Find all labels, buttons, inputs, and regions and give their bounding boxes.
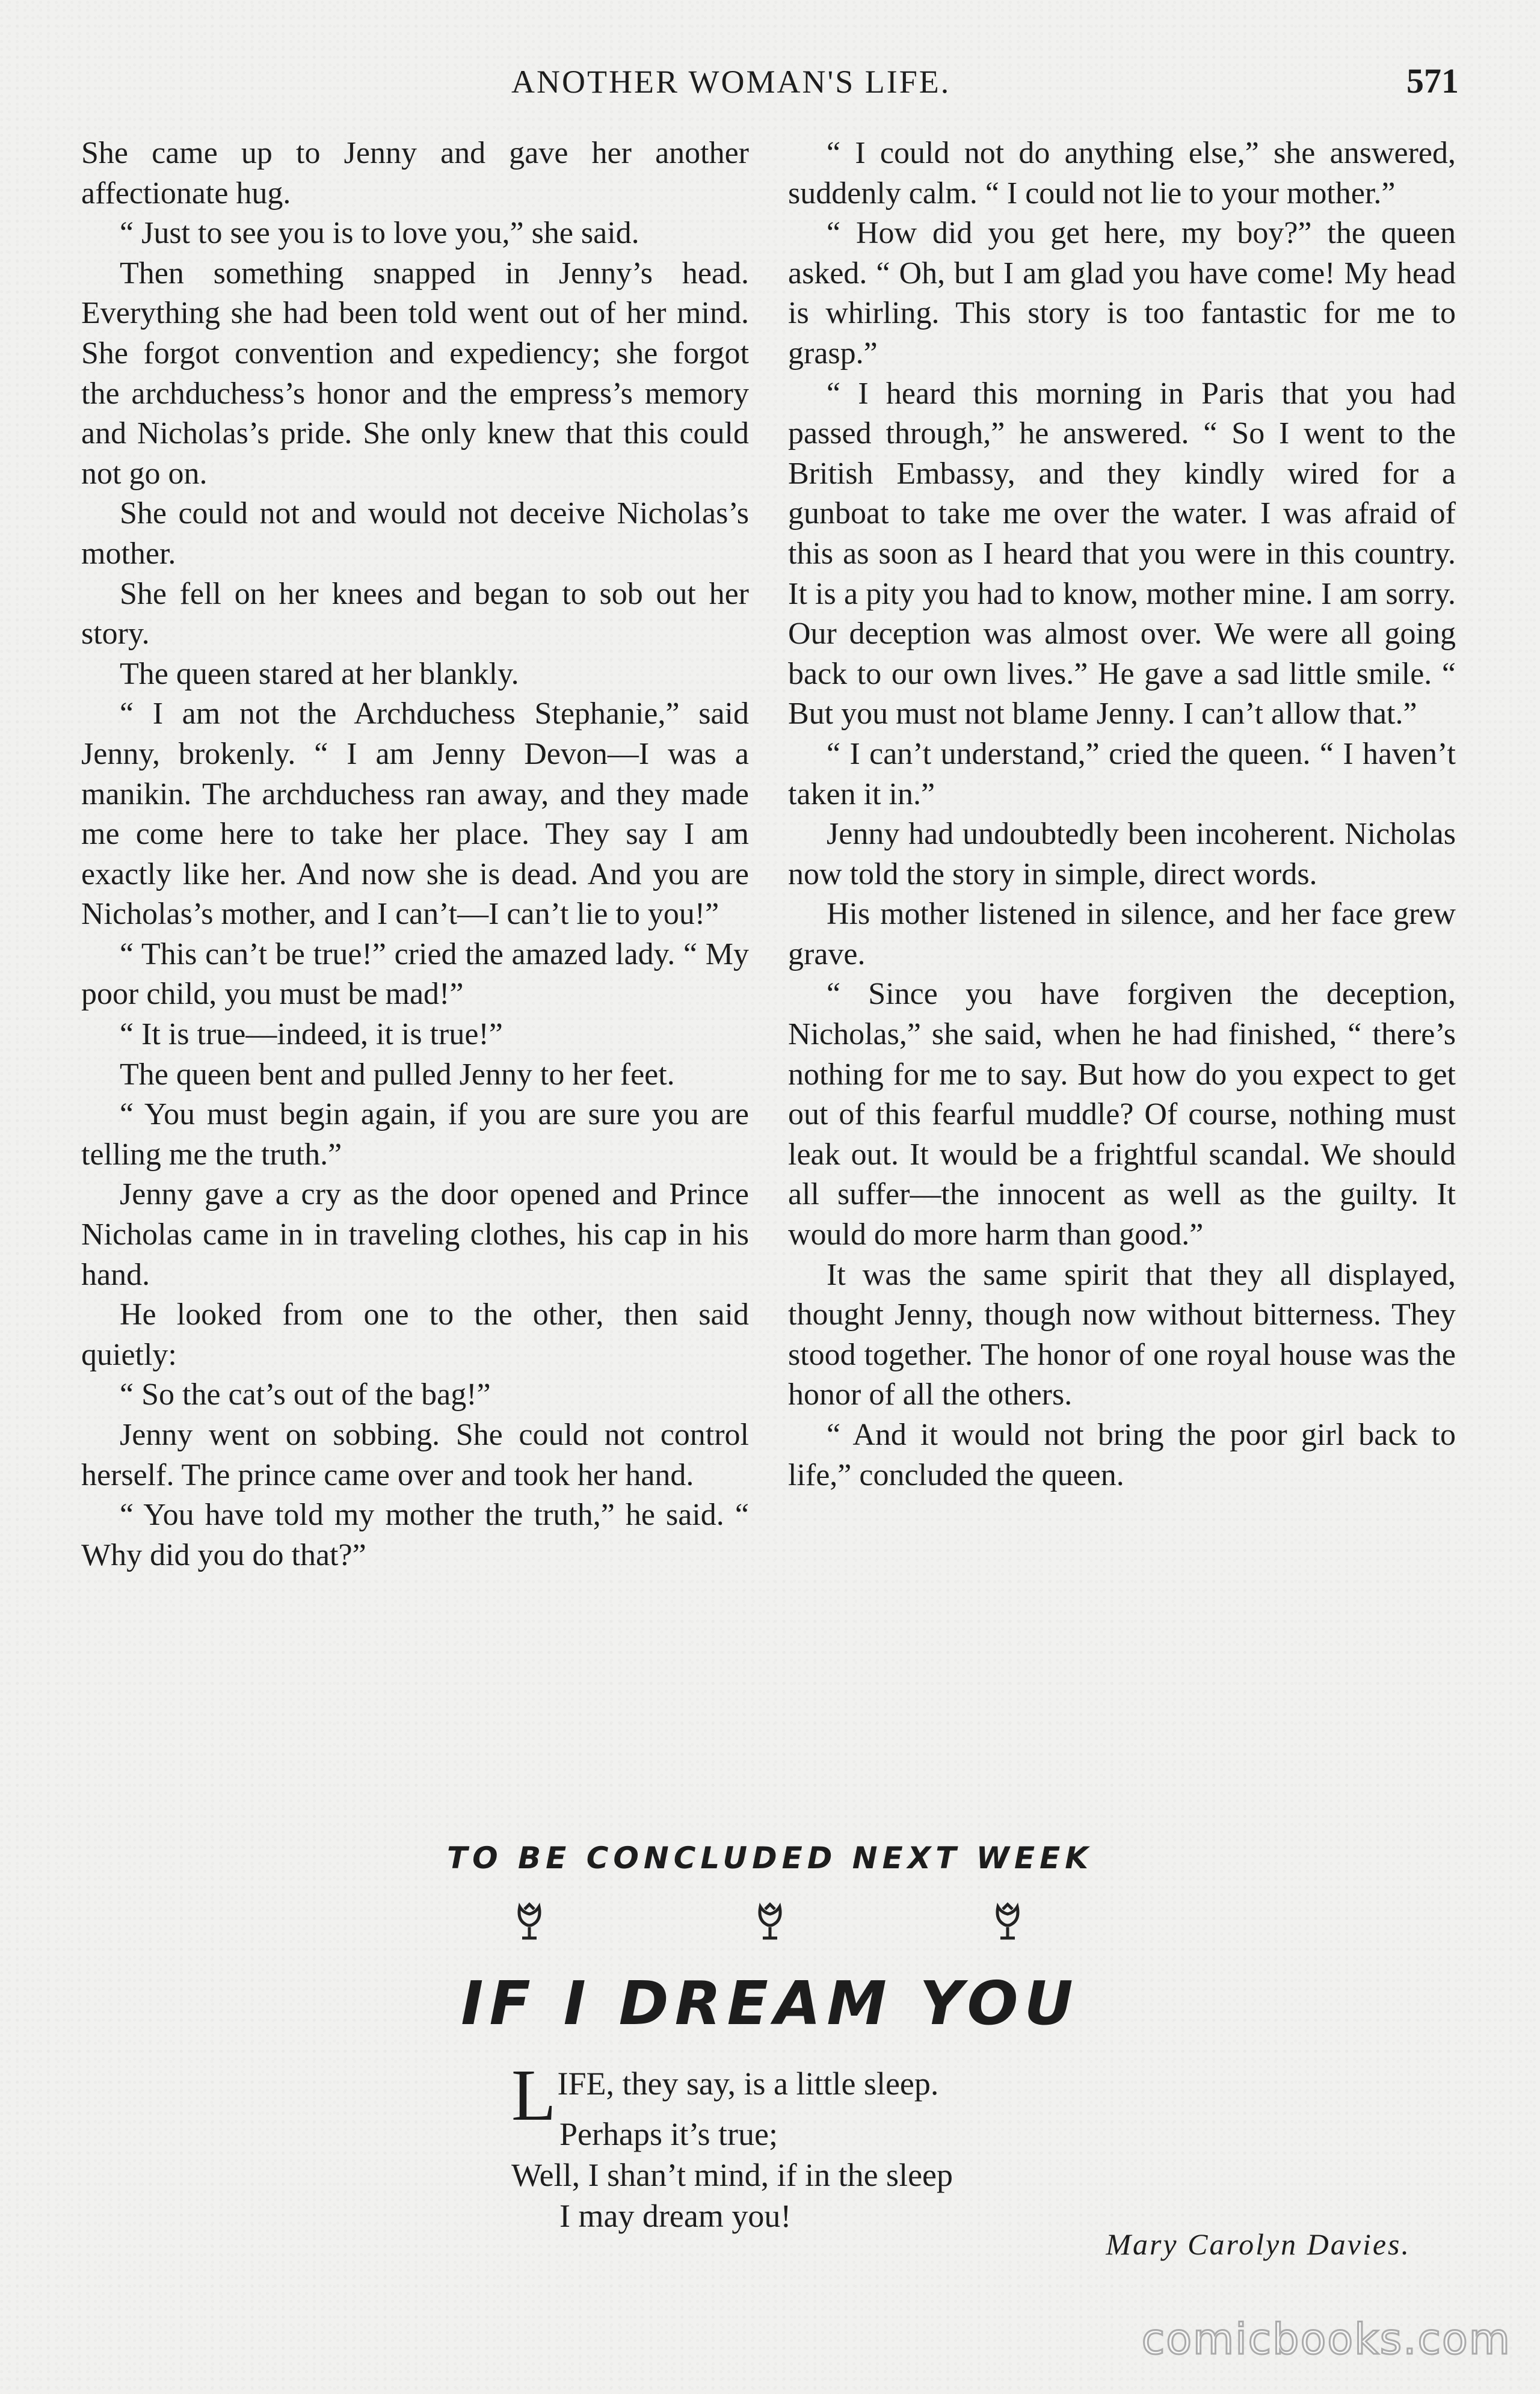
paragraph: “ And it would not bring the poor girl back to life,” concluded the queen.: [788, 1418, 1456, 1492]
paragraph: Jenny had undoubtedly been incoherent. Nicholas now told the story in simple, direct words.: [788, 817, 1456, 891]
poem-line-text: IFE, they say, is a little sleep.: [557, 2066, 939, 2102]
paragraph: “ This can’t be true!” cried the amazed lady. “ My poor child, you must be mad!”: [81, 937, 749, 1012]
running-title: ANOTHER WOMAN'S LIFE.: [511, 64, 951, 100]
tulip-ornament-icon: [511, 1901, 547, 1943]
paragraph: “ You have told my mother the truth,” he said. “ Why did you do that?”: [81, 1498, 749, 1572]
poem-line: Well, I shan’t mind, if in the sleep: [511, 2157, 953, 2193]
paragraph: “ I can’t understand,” cried the queen. “ I haven’t taken it in.”: [788, 736, 1456, 811]
paragraph: “ How did you get here, my boy?” the queen asked. “ Oh, but I am glad you have come! My head is whirling. This story is too fantastic for me to grasp.”: [788, 216, 1456, 371]
right-column: [788, 134, 1456, 1495]
ornament-row: [0, 1901, 1540, 1949]
paragraph: The queen bent and pulled Jenny to her feet.: [120, 1057, 675, 1092]
paragraph: “ You must begin again, if you are sure you are telling me the truth.”: [81, 1097, 749, 1172]
paragraph: His mother listened in silence, and her face grew grave.: [788, 897, 1456, 971]
paragraph: “ I am not the Archduchess Stephanie,” said Jenny, brokenly. “ I am Jenny Devon—I was a manikin. The archduchess ran away, and they made me come here to take her place. They say I am exactly like her. And now she is dead. And you are Nicholas’s mother, and I can’t—I can’t lie to you!”: [81, 697, 749, 932]
watermark: comicbooks.com: [1141, 2315, 1511, 2364]
paragraph: “ So the cat’s out of the bag!”: [120, 1377, 491, 1412]
paragraph: “ I heard this morning in Paris that you had passed through,” he answered. “ So I went to the British Embassy, and they kindly wired for a gunboat to take me over the water. I was afraid of this as soon as I heard that you were in this country. It is a pity you had to know, mother mine. I am sorry. Our deception was almost over. We were all going back to our own lives.” He gave a sad little smile. “ But you must not blame Jenny. I can’t allow that.”: [788, 376, 1456, 731]
poem: [511, 2055, 1233, 2236]
paragraph: “ Since you have forgiven the deception, Nicholas,” she said, when he had finished, “ there’s nothing for me to say. But how do you expect to get out of this fearful muddle? Of course, nothing must leak out. It would be a frightful scandal. We should all suffer—the innocent as well as the guilty. It would do more harm than good.”: [788, 977, 1456, 1252]
paragraph: She fell on her knees and began to sob out her story.: [81, 576, 749, 651]
paragraph: Jenny went on sobbing. She could not control herself. The prince came over and took her hand.: [81, 1418, 749, 1492]
tulip-ornament-icon: [752, 1901, 788, 1943]
running-head: [0, 57, 1540, 111]
paragraph: Jenny gave a cry as the door opened and Prince Nicholas came in in traveling clothes, his cap in his hand.: [81, 1177, 749, 1292]
paragraph: He looked from one to the other, then said quietly:: [81, 1297, 749, 1372]
paragraph: She came up to Jenny and gave her another affectionate hug.: [81, 136, 749, 211]
paragraph: She could not and would not deceive Nicholas’s mother.: [81, 496, 749, 571]
paragraph: “ Just to see you is to love you,” she said.: [120, 216, 639, 251]
drop-cap: L: [511, 2055, 556, 2136]
paragraph: Then something snapped in Jenny’s head. Everything she had been told went out of her mind. She forgot convention and expediency; she forgot the archduchess’s honor and the empress’s memory and Nicholas’s pride. She only knew that this could not go on.: [81, 256, 749, 491]
poem-author: Mary Carolyn Davies.: [1106, 2227, 1411, 2261]
paragraph: The queen stared at her blankly.: [120, 656, 519, 691]
page-number: 571: [1406, 61, 1459, 100]
paragraph: It was the same spirit that they all displayed, thought Jenny, though now without bitterness. They stood together. The honor of one royal house was the honor of all the others.: [788, 1257, 1456, 1412]
paragraph: “ I could not do anything else,” she answered, suddenly calm. “ I could not lie to your mother.”: [788, 136, 1456, 211]
left-column: [81, 134, 749, 1575]
poem-title: IF I DREAM YOU: [461, 1968, 1079, 2039]
poem-line: Perhaps it’s true;: [559, 2116, 778, 2152]
tulip-ornament-icon: [990, 1901, 1026, 1943]
poem-line: I may dream you!: [559, 2198, 792, 2234]
to-be-concluded-notice: TO BE CONCLUDED NEXT WEEK: [447, 1841, 1093, 1876]
paragraph: “ It is true—indeed, it is true!”: [120, 1017, 503, 1052]
